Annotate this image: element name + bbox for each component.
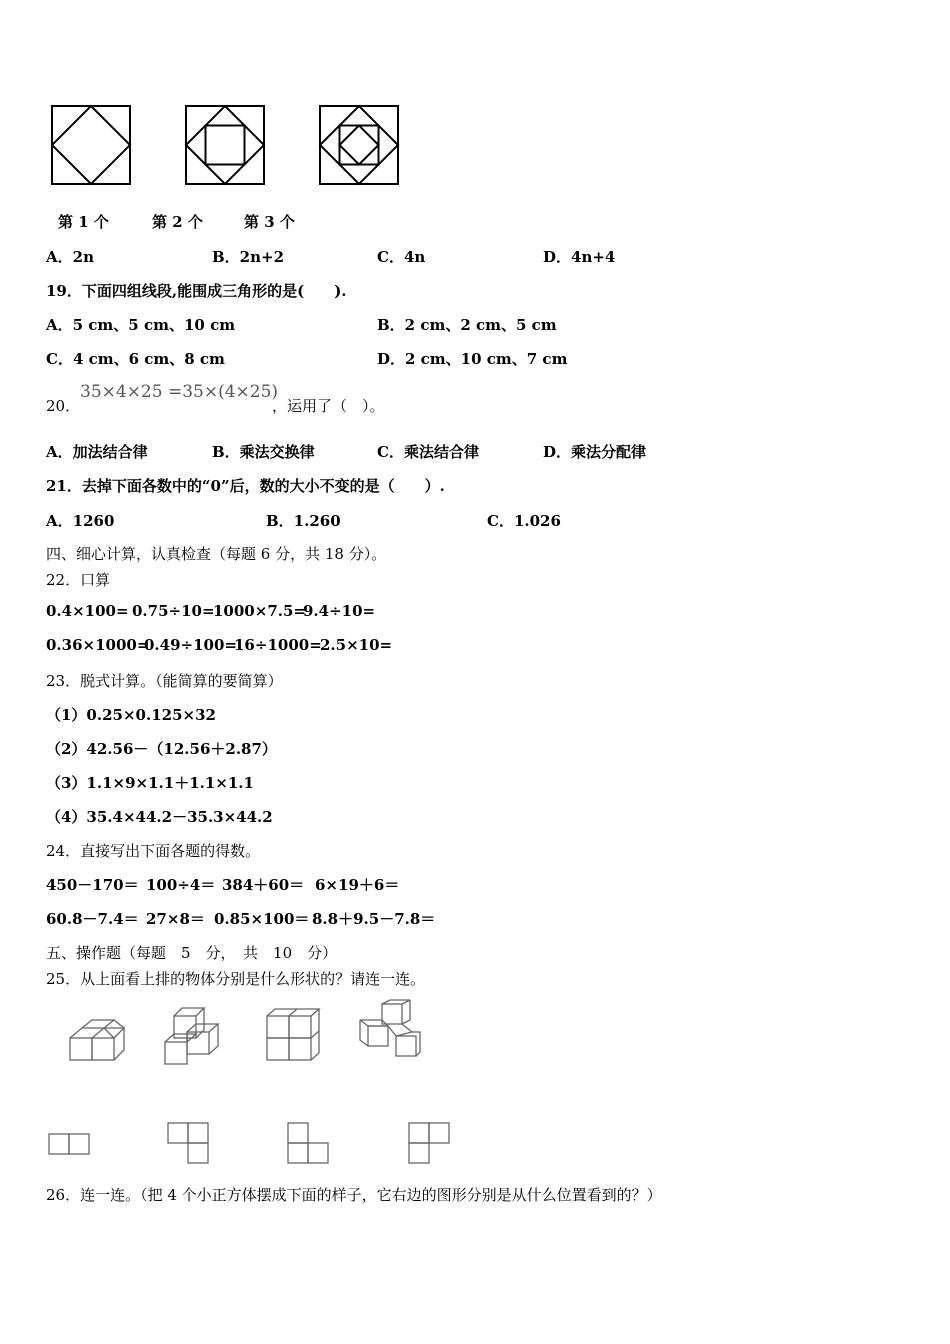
cube-stack-3 — [262, 1006, 324, 1064]
top-view-4 — [405, 1120, 453, 1168]
pattern-figure-2 — [182, 102, 268, 188]
q23-stem: 23．脱式计算。（能简算的要简算） — [46, 672, 283, 690]
cube-stack-4 — [356, 998, 426, 1064]
q22-item: 2.5×10= — [320, 636, 393, 654]
q20-option-d[interactable]: D．乘法分配律 — [543, 443, 647, 461]
q22-item: 16÷1000= — [234, 636, 322, 654]
q18-option-c[interactable]: C．4n — [377, 248, 426, 266]
q19-option-d[interactable]: D．2 cm、10 cm、7 cm — [377, 350, 568, 368]
q18-option-d[interactable]: D．4n+4 — [543, 248, 616, 266]
q22-item: 1000×7.5= — [213, 602, 306, 620]
q24-item: 6×19＋6＝ — [315, 876, 400, 894]
q24-item: 27×8＝ — [146, 910, 205, 928]
q24-item: 60.8－7.4＝ — [46, 910, 139, 928]
q20-tail: ，运用了（ ）。 — [272, 397, 385, 415]
q23-item-1: （1）0.25×0.125×32 — [46, 706, 216, 724]
q20-number: 20． — [46, 397, 81, 415]
q21-option-c[interactable]: C．1.026 — [487, 512, 561, 530]
q22-stem: 22．口算 — [46, 571, 111, 589]
q24-item: 8.8＋9.5－7.8＝ — [312, 910, 436, 928]
q23-item-3: （3）1.1×9×1.1＋1.1×1.1 — [46, 774, 254, 792]
top-view-2 — [164, 1120, 212, 1168]
q21-option-a[interactable]: A．1260 — [46, 512, 115, 530]
top-view-1 — [46, 1130, 92, 1158]
q19-option-c[interactable]: C．4 cm、6 cm、8 cm — [46, 350, 225, 368]
q19-option-b[interactable]: B．2 cm、2 cm、5 cm — [377, 316, 557, 334]
q23-item-4: （4）35.4×44.2－35.3×44.2 — [46, 808, 273, 826]
q20-option-a[interactable]: A．加法结合律 — [46, 443, 148, 461]
q25-stem: 25．从上面看上排的物体分别是什么形状的？请连一连。 — [46, 970, 426, 988]
q19-option-a[interactable]: A．5 cm、5 cm、10 cm — [46, 316, 236, 334]
q24-item: 100÷4＝ — [146, 876, 216, 894]
top-view-3 — [284, 1120, 332, 1168]
cube-stack-2 — [160, 1004, 226, 1068]
q20-equation: 35×4×25 =35×(4×25) — [80, 382, 279, 402]
pattern-label-3: 第 3 个 — [244, 213, 295, 231]
q22-item: 0.49÷100= — [144, 636, 237, 654]
q22-item: 9.4÷10= — [303, 602, 376, 620]
q18-option-b[interactable]: B．2n+2 — [212, 248, 285, 266]
q22-item: 0.4×100= — [46, 602, 129, 620]
q21-option-b[interactable]: B．1.260 — [266, 512, 341, 530]
q22-item: 0.36×1000= — [46, 636, 150, 654]
q24-item: 450－170＝ — [46, 876, 139, 894]
pattern-label-2: 第 2 个 — [152, 213, 203, 231]
section-5-heading: 五、操作题（每题 5 分， 共 10 分） — [46, 944, 338, 962]
pattern-figure-3 — [316, 102, 402, 188]
q23-item-2: （2）42.56－（12.56＋2.87） — [46, 740, 277, 758]
q24-item: 0.85×100＝ — [214, 910, 310, 928]
pattern-figure-1 — [48, 102, 134, 188]
q19-stem: 19．下面四组线段,能围成三角形的是( ). — [46, 282, 347, 300]
q18-option-a[interactable]: A．2n — [46, 248, 94, 266]
q20-option-b[interactable]: B．乘法交换律 — [212, 443, 315, 461]
q21-stem: 21．去掉下面各数中的“0”后，数的大小不变的是（ ）. — [46, 477, 445, 495]
q26-stem: 26．连一连。（把 4 个小正方体摆成下面的样子，它右边的图形分别是从什么位置看到的？） — [46, 1186, 662, 1204]
q20-option-c[interactable]: C．乘法结合律 — [377, 443, 479, 461]
pattern-label-1: 第 1 个 — [58, 213, 109, 231]
cube-stack-1 — [62, 1014, 128, 1066]
section-4-heading: 四、细心计算，认真检查（每题 6 分，共 18 分）。 — [46, 545, 387, 563]
q22-item: 0.75÷10= — [132, 602, 215, 620]
q24-item: 384＋60＝ — [222, 876, 305, 894]
q24-stem: 24．直接写出下面各题的得数。 — [46, 842, 261, 860]
